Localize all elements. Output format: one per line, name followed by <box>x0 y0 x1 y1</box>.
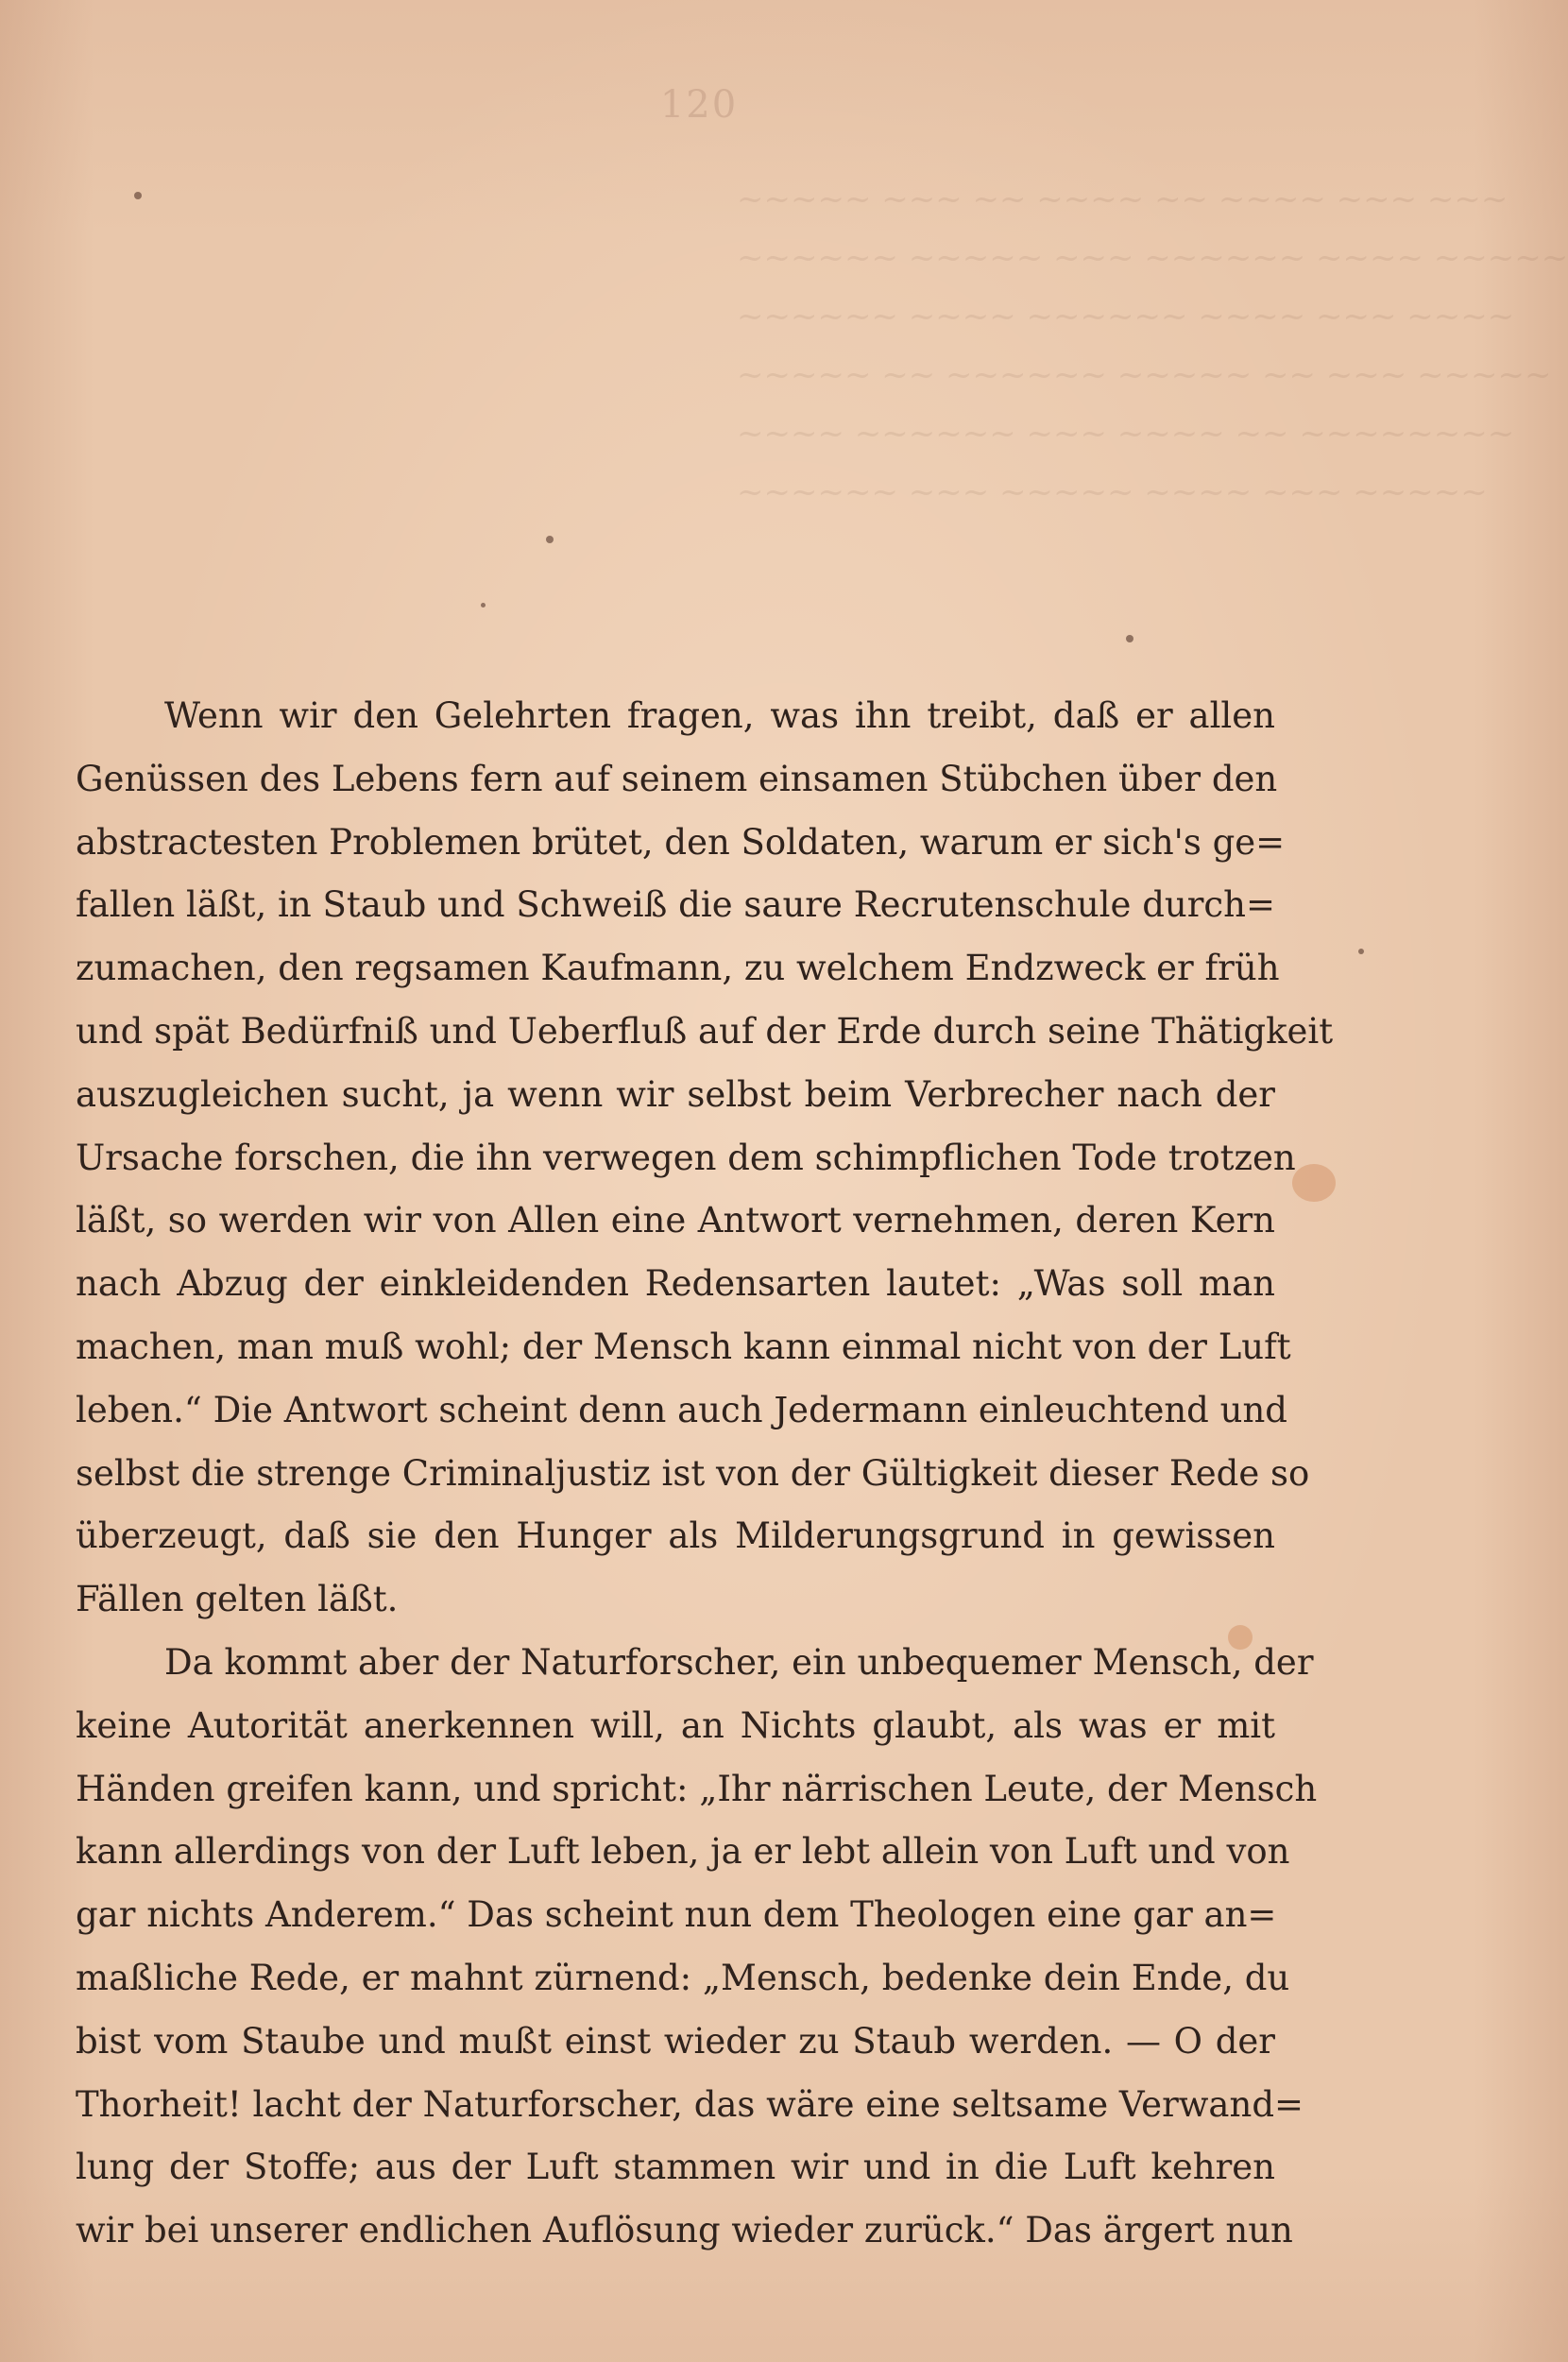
text-line: selbst die strenge Criminaljustiz ist von der Gültigkeit dieser Rede so <box>76 1452 1310 1494</box>
ink-speck <box>1126 635 1133 642</box>
text-line: auszugleichen sucht, ja wenn wir selbst beim Verbrecher nach der <box>76 1073 1275 1115</box>
text-line: fallen läßt, in Staub und Schweiß die saure Recrutenschule durch= <box>76 884 1275 926</box>
text-line: maßliche Rede, er mahnt zürnend: „Mensch, bedenke dein Ende, du <box>76 1957 1290 1998</box>
text-line: abstractesten Problemen brütet, den Soldaten, warum er sich's ge= <box>76 821 1286 863</box>
text-line: Händen greifen kann, und spricht: „Ihr närrischen Leute, der Mensch <box>76 1768 1318 1809</box>
text-line: läßt, so werden wir von Allen eine Antwort vernehmen, deren Kern <box>76 1200 1275 1241</box>
ink-speck <box>481 603 486 608</box>
show-through-text: ~~~~~ ~~~ ~~ ~~~~ ~~ ~~~~ ~~~ ~~~ ~~~~~~ ~~~~~ ~~~ ~~~~~~ ~~~~ ~~~~~ ~~~~~~ ~~~~ ~~~~~~ ~~~~ ~~~ ~~~~ ~~~~~ ~~ ~~~~~~ ~~~~~ ~~ ~~~ ~~~~~ ~~~~ ~~~~~~ ~~~ ~~~~ ~~ ~~~~~~~~ ~~~~~~ ~~~ ~~~~~ ~~~~ ~~~ ~~~~~ <box>737 180 1568 511</box>
text-line: Da kommt aber der Naturforscher, ein unbequemer Mensch, der <box>164 1641 1314 1683</box>
text-line: bist vom Staube und mußt einst wieder zu Staub werden. — O der <box>76 2020 1275 2062</box>
text-line: gar nichts Anderem.“ Das scheint nun dem Theologen eine gar an= <box>76 1894 1277 1936</box>
text-line: wir bei unserer endlichen Auflösung wieder zurück.“ Das ärgert nun <box>76 2210 1293 2251</box>
ink-speck <box>1358 949 1364 954</box>
text-line: keine Autorität anerkennen will, an Nichts glaubt, als was er mit <box>76 1704 1275 1746</box>
text-line: nach Abzug der einkleidenden Redensarten lautet: „Was soll man <box>76 1263 1275 1305</box>
ink-speck <box>134 192 142 199</box>
text-line: Thorheit! lacht der Naturforscher, das wäre eine seltsame Verwand= <box>76 2083 1304 2125</box>
text-line: überzeugt, daß sie den Hunger als Milderungsgrund in gewissen <box>76 1515 1275 1557</box>
text-line: Genüssen des Lebens fern auf seinem einsamen Stübchen über den <box>76 758 1278 799</box>
text-line: zumachen, den regsamen Kaufmann, zu welchem Endzweck er früh <box>76 948 1280 989</box>
text-line: und spät Bedürfniß und Ueberfluß auf der Erde durch seine Thätigkeit <box>76 1010 1334 1052</box>
text-line: machen, man muß wohl; der Mensch kann einmal nicht von der Luft <box>76 1326 1291 1367</box>
text-line: Ursache forschen, die ihn verwegen dem schimpflichen Tode trotzen <box>76 1137 1296 1178</box>
text-line: leben.“ Die Antwort scheint denn auch Jedermann einleuchtend und <box>76 1389 1287 1430</box>
body-text <box>76 685 1334 2263</box>
paper-stain <box>1292 1164 1336 1202</box>
text-line: Fällen gelten läßt. <box>76 1579 399 1620</box>
text-line: kann allerdings von der Luft leben, ja er lebt allein von Luft und von <box>76 1831 1290 1873</box>
text-line: Wenn wir den Gelehrten fragen, was ihn treibt, daß er allen <box>164 695 1275 736</box>
page-number: 120 <box>659 83 739 127</box>
text-line: lung der Stoffe; aus der Luft stammen wir und in die Luft kehren <box>76 2147 1275 2188</box>
ink-speck <box>546 536 554 543</box>
